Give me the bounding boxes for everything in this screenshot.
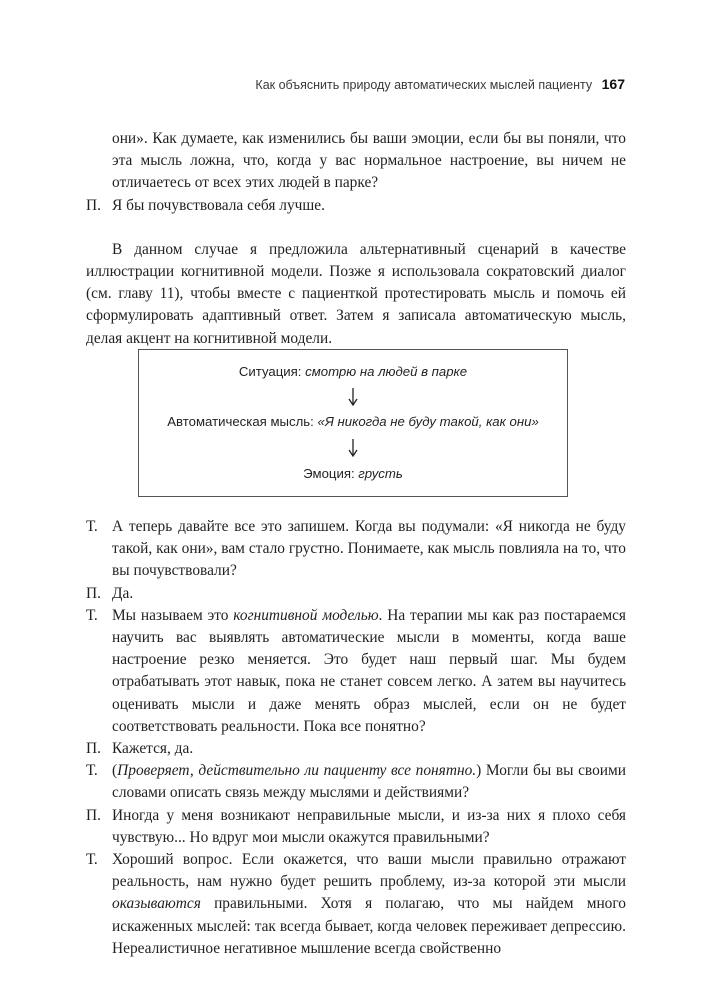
dialogue-line — [86, 805, 626, 849]
speaker-label: Т. — [86, 851, 98, 869]
continuation-text: они». Как думаете, как изменились бы ваши эмоции, если бы вы поняли, что эта мысль ложна, что, когда у вас нормальное настроение, вы ничем не отличаетесь от всех этих людей в парке? — [112, 130, 626, 192]
dialogue-fragment: . На терапии мы как раз постараемся научить вас выявлять автоматические мысли в моменты, когда ваше настроение резко меняется. Это будет наш первый шаг. Мы будем отрабатывать этот навык, пока не станет совсем легко. А затем вы научитесь оценивать мысли и даже менять образ мыслей, если он не будет соответствовать реальности. Пока все понятно? — [112, 606, 626, 735]
thought-row — [139, 414, 567, 429]
body-paragraph: В данном случае я предложила альтернативный сценарий в качестве иллюстрации когнитивной модели. Позже я использовала сократовский диалог (см. главу 11), чтобы вместе с пациенткой протестировать мысль и помочь ей сформулировать адаптивный ответ. Затем я записала автоматическую мысль, делая акцент на когнитивной модели. — [86, 240, 626, 347]
dialogue-text — [112, 516, 626, 583]
emotion-row — [139, 466, 567, 481]
speaker-label: Т. — [86, 518, 98, 535]
running-header-title: Как объяснить природу автоматических мыслей пациенту — [255, 78, 593, 92]
dialogue-section — [86, 516, 626, 960]
dialogue-line — [86, 760, 626, 804]
situation-value: смотрю на людей в парке — [305, 364, 468, 379]
arrow-down-icon — [348, 388, 358, 406]
speaker-label: П. — [86, 584, 101, 602]
speaker-label: П. — [86, 196, 101, 214]
running-header — [84, 76, 625, 92]
dialogue-fragment: ) Могли бы вы своими словами описать связь между мыслями и действиями? — [112, 762, 626, 802]
dialogue-fragment: Кажется, да. — [112, 740, 194, 758]
thought-label: Автоматическая мысль: — [167, 414, 318, 429]
dialogue-line — [86, 583, 626, 605]
dialogue-fragment: ( — [112, 762, 118, 780]
dialogue-text — [112, 849, 626, 960]
dialogue-line — [86, 195, 626, 217]
emotion-label: Эмоция: — [303, 466, 359, 481]
speaker-label: Т. — [86, 606, 98, 624]
thought-value: «Я никогда не буду такой, как они» — [317, 414, 539, 429]
dialogue-line — [86, 605, 626, 738]
emphasis-text: оказываются — [112, 895, 201, 913]
dialogue-fragment: А теперь давайте все это запишем. Когда вы подумали: «Я никогда не буду такой, как они», вам стало грустно. Понимаете, как мысль повлияла на то, что вы почувствовали? — [112, 518, 626, 580]
dialogue-text — [112, 805, 626, 849]
dialogue-text — [112, 583, 626, 605]
speaker-label: П. — [86, 806, 101, 824]
dialogue-text — [112, 738, 626, 760]
speaker-label: П. — [86, 740, 101, 758]
situation-row — [139, 364, 567, 379]
page-number: 167 — [601, 76, 625, 92]
arrow-down-icon — [348, 439, 358, 457]
dialogue-fragment: Да. — [112, 584, 134, 602]
emphasis-text: Проверяет, действительно ли пациенту все понятно. — [117, 762, 477, 780]
dialogue-fragment: правильными. Хотя я полагаю, что мы найдем много искаженных мыслей: так всегда бывает, когда человек переживает депрессию. Нереалистичное негативное мышление всегда свойственно — [112, 895, 626, 957]
dialogue-line — [86, 738, 626, 760]
cognitive-model-diagram — [138, 349, 568, 497]
situation-label: Ситуация: — [238, 364, 306, 379]
dialogue-text — [112, 760, 626, 804]
emotion-value: грусть — [358, 466, 403, 481]
speaker-label: Т. — [86, 762, 98, 780]
intro-section — [86, 128, 626, 350]
dialogue-text: Я бы почувствовала себя лучше. — [112, 196, 325, 214]
dialogue-fragment: Хороший вопрос. Если окажется, что ваши мысли правильно отражают реальность, нам нужно будет решить проблему, из-за которой эти мысли — [112, 851, 626, 891]
dialogue-line — [86, 516, 626, 583]
dialogue-text — [112, 605, 626, 738]
dialogue-fragment: Мы называем это — [112, 606, 234, 624]
emphasis-text: когнитивной моделью — [233, 606, 379, 624]
dialogue-fragment: Иногда у меня возникают неправильные мысли, и из-за них я плохо себя чувствую... Но вдруг мои мысли окажутся правильными? — [112, 806, 626, 846]
dialogue-line — [86, 849, 626, 960]
